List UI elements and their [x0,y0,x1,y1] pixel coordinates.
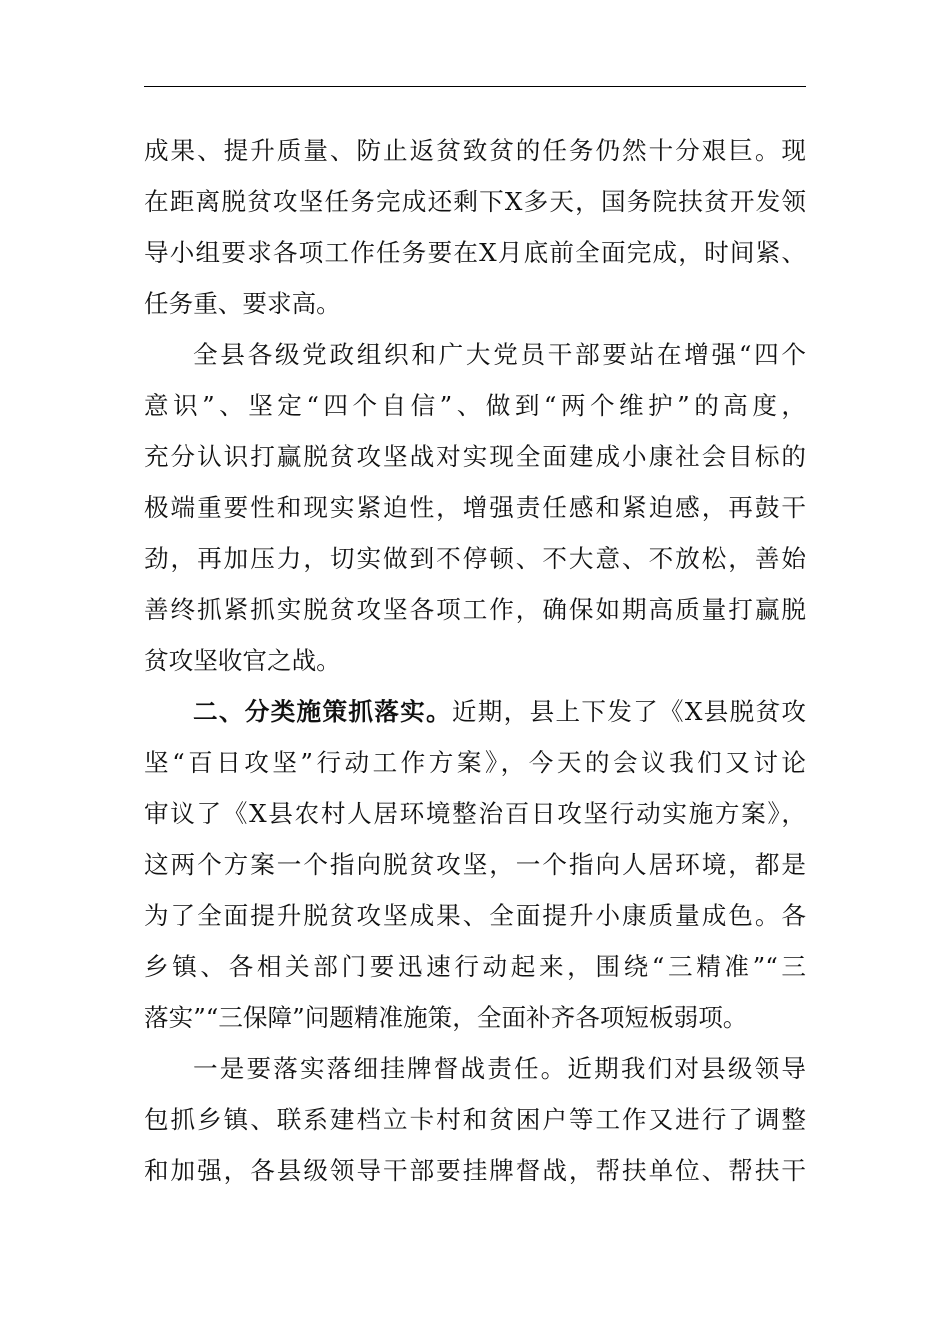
text-line: 一是要落实落细挂牌督战责任。近期我们对县级领导 [193,1054,806,1083]
section-heading: 二、分类施策抓落实。 [193,697,452,726]
text-line: 为了全面提升脱贫攻坚成果、全面提升小康质量成色。各 [144,901,806,930]
text-line: 坚“百日攻坚”行动工作方案》，今天的会议我们又讨论 [144,748,806,777]
section-heading-line [193,694,806,730]
text-line: 审议了《X县农村人居环境整治百日攻坚行动实施方案》， [144,799,806,828]
text-line: 全县各级党政组织和广大党员干部要站在增强“四个 [193,340,806,369]
text-line: 善终抓紧抓实脱贫攻坚各项工作，确保如期高质量打赢脱 [144,595,806,624]
text-line: 成果、提升质量、防止返贫致贫的任务仍然十分艰巨。现 [144,136,806,165]
text-line: 贫攻坚收官之战。 [144,646,341,675]
text-line: 任务重、要求高。 [144,289,341,318]
text-line: 这两个方案一个指向脱贫攻坚，一个指向人居环境，都是 [144,850,806,879]
text-line: 极端重要性和现实紧迫性，增强责任感和紧迫感，再鼓干 [144,493,806,522]
text-line: 意识”、坚定“四个自信”、做到“两个维护”的高度， [144,391,806,420]
text-line: 在距离脱贫攻坚任务完成还剩下X多天，国务院扶贫开发领 [144,187,806,216]
text-run: 近期，县上下发了《X县脱贫攻 [451,697,806,726]
text-line: 劲，再加压力，切实做到不停顿、不大意、不放松，善始 [144,544,806,573]
text-line: 乡镇、各相关部门要迅速行动起来，围绕“三精准”“三 [144,952,806,981]
text-line: 充分认识打赢脱贫攻坚战对实现全面建成小康社会目标的 [144,442,806,471]
text-line: 导小组要求各项工作任务要在X月底前全面完成，时间紧、 [144,238,806,267]
text-line: 落实”“三保障”问题精准施策，全面补齐各项短板弱项。 [144,1003,748,1032]
text-line: 包抓乡镇、联系建档立卡村和贫困户等工作又进行了调整 [144,1105,806,1134]
header-rule [144,86,806,87]
text-line: 和加强，各县级领导干部要挂牌督战，帮扶单位、帮扶干 [144,1156,806,1185]
